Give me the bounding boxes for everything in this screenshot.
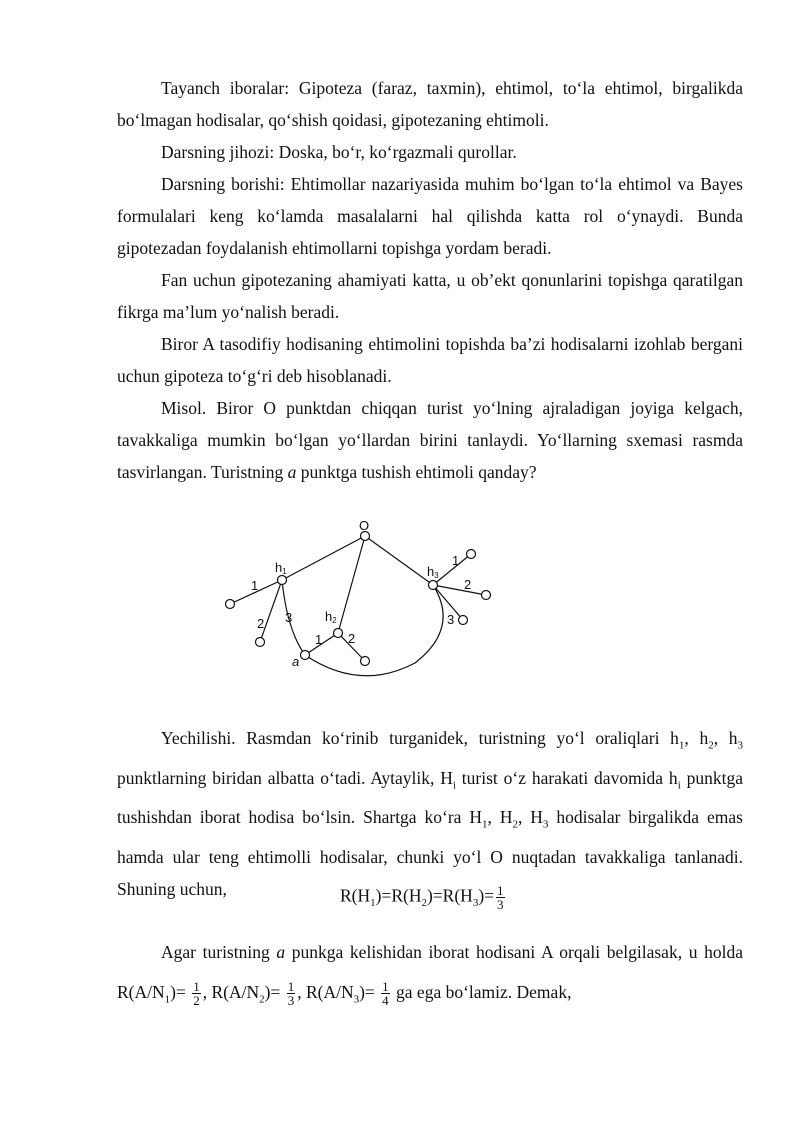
road-O-h2: [338, 536, 365, 633]
road-O-h3: [365, 536, 433, 585]
paragraph-equipment: Darsning jihozi: Doska, bo‘r, ko‘rgazmali qurollar.: [161, 142, 517, 162]
road-h1-2: [260, 580, 282, 642]
label-a: a: [292, 654, 300, 669]
road-scheme-diagram: [215, 520, 505, 680]
label-h1-road-3: 3: [285, 610, 293, 625]
label-h2-road-2: 2: [348, 631, 356, 646]
node-h3-end-1: [467, 550, 476, 559]
node-h3: [429, 581, 438, 590]
paragraph-lesson-course: Darsning borishi: Ehtimollar nazariyasida muhim bo‘lgan to‘la ehtimol va Bayes formulalari keng ko‘lamda masalalarni hal qilishda katta rol o‘ynaydi. Bunda gipotezadan foydalanish ehtimollarni topishga yordam beradi.: [117, 174, 743, 258]
label-h3-road-3: 3: [447, 612, 455, 627]
fraction-one-third-b: $\frac{1}{3}$: [287, 979, 295, 1009]
fraction-one-half: $\frac{1}{2}$: [193, 979, 200, 1009]
label-h1-road-1: 1: [251, 578, 259, 593]
node-a: [301, 651, 310, 660]
road-O-h1: [282, 536, 365, 580]
node-h1-end-1: [226, 600, 235, 609]
label-h3: h3: [427, 564, 439, 580]
node-h2-end-2: [361, 657, 370, 666]
paragraph-example: Misol. Biror O punktdan chiqqan turist yo‘lning ajraladigan joyiga kelgach, tavakkaliga mumkin bo‘lgan yo‘llardan birini tanlaydi. Yo‘llarning sxemasi rasmda tasvirlangan. Turistning a punktga tushish ehtimoli qanday?: [117, 398, 743, 482]
paragraph-hypothesis-true: Biror A tasodifiy hodisaning ehtimolini topishda ba’zi hodisalarni izohlab bergani uchun gipoteza to‘g‘ri deb hisoblanadi.: [117, 334, 743, 386]
paragraph-solution: Yechilishi. Rasmdan ko‘rinib turganidek, turistning yo‘l oraliqlari $h_1$, $h_2$, $h_3$ punktlarning biridan albatta o‘tadi. Aytaylik, $H_i$ turist o‘z harakati davomida $h_i$ punktga tushishdan iborat hodisa bo‘lsin. Shartga ko‘ra $H_1$, $H_2$, $H_3$ hodisalar birgalikda emas hamda ular teng ehtimolli hodisalar, chunki yo‘l O nuqtadan tavakkaliga tanlanadi. Shuning uchun,: [117, 728, 744, 899]
label-h1-road-2: 2: [257, 616, 265, 631]
label-O: O: [359, 520, 370, 533]
formula-equal-probabilities: $R(H_1)=R(H_2)=R(H_3)=$ $\frac{1}{3}$: [340, 883, 504, 912]
node-h3-end-3: [459, 616, 468, 625]
label-h3-road-1: 1: [452, 553, 460, 568]
label-h2-road-1: 1: [315, 632, 323, 647]
node-h1-end-2: [256, 638, 265, 647]
label-h3-road-2: 2: [464, 577, 472, 592]
label-h2: h2: [325, 609, 337, 625]
road-h3-a-arc: [305, 585, 443, 676]
node-h2: [334, 629, 343, 638]
paragraph-key-phrases: Tayanch iboralar: Gipoteza (faraz, taxmin), ehtimol, to‘la ehtimol, birgalikda bo‘lmagan hodisalar, qo‘shish qoidasi, gipotezaning ehtimoli.: [117, 78, 743, 130]
fraction-one-quarter: $\frac{1}{4}$: [382, 979, 389, 1009]
node-h1: [278, 576, 287, 585]
node-h3-end-2: [482, 591, 491, 600]
label-h1: h1: [275, 560, 287, 576]
fraction-one-third: $\frac{1}{3}$: [497, 883, 504, 912]
paragraph-hypothesis-importance: Fan uchun gipotezaning ahamiyati katta, u ob’ekt qonunlarini topishga qaratilgan fikrga ma’lum yo‘nalish beradi.: [117, 270, 743, 322]
paragraph-conditional-probabilities: Agar turistning a punkga kelishidan iborat hodisani A orqali belgilasak, u holda $R(A/N_1)=$ $\frac{1}{2}$ , $R(A/N_2)=$ $\frac{1}{3}$ , $R(A/N_3)=$ $\frac{1}{4}$ ga ega bo‘lamiz. Demak,: [117, 942, 743, 1009]
